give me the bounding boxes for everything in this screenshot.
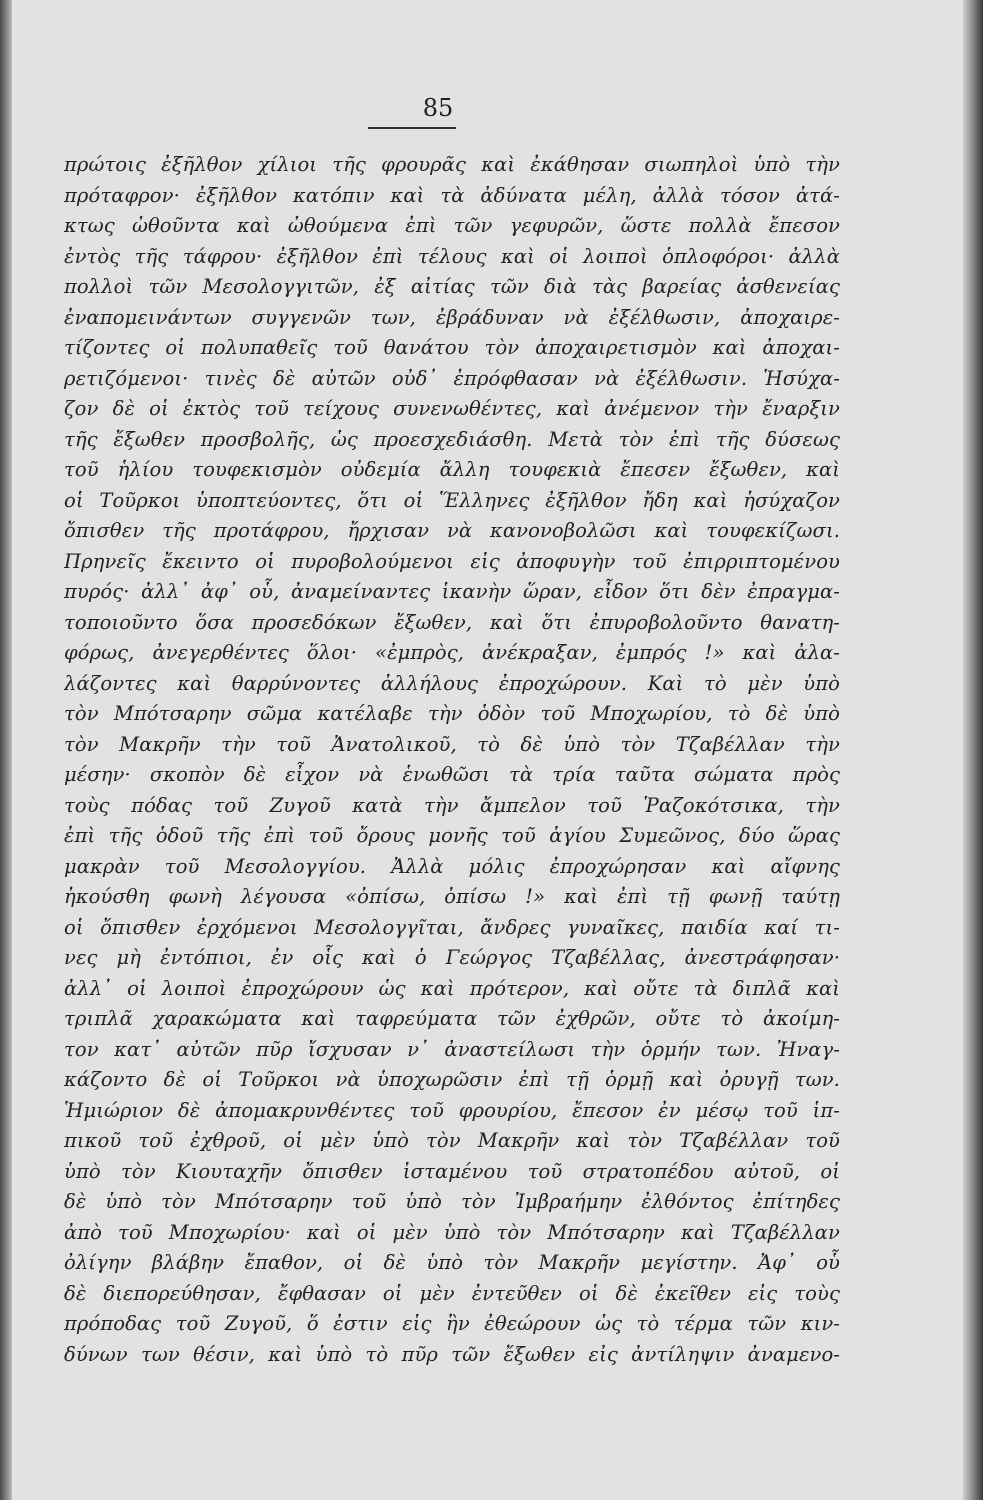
text-line: ρετιζόμενοι· τινὲς δὲ αὐτῶν οὐδ᾽ ἐπρόφθασαν νὰ ἐξέλθωσιν. Ἡσύχα- <box>64 366 840 390</box>
text-line: πολλοὶ τῶν Μεσολογγιτῶν, ἐξ αἰτίας τῶν διὰ τὰς βαρείας ἀσθενείας <box>64 275 840 298</box>
text-line: κτως ὠθοῦντα καὶ ὠθούμενα ἐπὶ τῶν γεφυρῶν, ὥστε πολλὰ ἔπεσον <box>64 214 840 237</box>
text-line: φόρως, ἀνεγερθέντες ὅλοι· «ἐμπρὸς, ἀνέκραξαν, ἐμπρός !» καὶ ἀλα- <box>64 641 840 664</box>
text-line: ἐντὸς τῆς τάφρου· ἐξῆλθον ἐπὶ τέλους καὶ οἱ λοιποὶ ὁπλοφόροι· ἀλλὰ <box>64 244 840 268</box>
right-page-edge <box>963 0 983 1500</box>
text-line: ἐπὶ τῆς ὁδοῦ τῆς ἐπὶ τοῦ ὄρους μονῆς τοῦ ἁγίου Συμεῶνος, δύο ὥρας <box>64 824 840 847</box>
text-line: ἐναπομεινάντων συγγενῶν των, ἐβράδυναν νὰ ἐξέλθωσιν, ἀποχαιρε- <box>64 305 840 329</box>
text-line: τον κατ᾽ αὐτῶν πῦρ ἴσχυσαν ν᾽ ἀναστείλωσι τὴν ὁρμήν των. Ἠναγ- <box>64 1037 840 1061</box>
text-line: οἱ ὄπισθεν ἐρχόμενοι Μεσολογγῖται, ἄνδρες γυναῖκες, παιδία καί τι- <box>64 915 840 939</box>
text-line: τριπλᾶ χαρακώματα καὶ ταφρεύματα τῶν ἐχθρῶν, οὔτε τὸ ἀκοίμη- <box>64 1007 840 1030</box>
text-line: ἠκούσθη φωνὴ λέγουσα «ὀπίσω, ὀπίσω !» καὶ ἐπὶ τῇ φωνῇ ταύτῃ <box>64 885 840 908</box>
text-line: πρόταφρον· ἐξῆλθον κατόπιν καὶ τὰ ἀδύνατα μέλη, ἀλλὰ τόσον ἀτά- <box>64 183 840 207</box>
text-line: τῆς ἔξωθεν προσβολῆς, ὡς προεσχεδιάσθη. Μετὰ τὸν ἐπὶ τῆς δύσεως <box>64 427 840 451</box>
text-line: Ἡμιώριον δὲ ἀπομακρυνθέντες τοῦ φρουρίου, ἔπεσον ἐν μέσῳ τοῦ ἱπ- <box>64 1098 840 1122</box>
text-line: πικοῦ τοῦ ἐχθροῦ, οἱ μὲν ὑπὸ τὸν Μακρῆν καὶ τὸν Τζαβέλλαν τοῦ <box>64 1129 840 1152</box>
text-line: μακρὰν τοῦ Μεσολογγίου. Ἀλλὰ μόλις ἐπροχώρησαν καὶ αἴφνης <box>64 854 840 878</box>
text-line: ὑπὸ τὸν Κιουταχῆν ὄπισθεν ἱσταμένου τοῦ στρατοπέδου αὐτοῦ, οἱ <box>64 1159 840 1183</box>
text-line: Πρηνεῖς ἔκειντο οἱ πυροβολούμενοι εἰς ἀποφυγὴν τοῦ ἐπιρριπτομένου <box>64 549 840 573</box>
text-line: τοὺς πόδας τοῦ Ζυγοῦ κατὰ τὴν ἄμπελον τοῦ Ῥαζοκότσικα, τὴν <box>64 793 840 817</box>
left-page-edge <box>0 0 12 1500</box>
text-line: δύνων των θέσιν, καὶ ὑπὸ τὸ πῦρ τῶν ἔξωθεν εἰς ἀντίληψιν ἀναμενο- <box>64 1342 840 1366</box>
text-line: ἀλλ᾽ οἱ λοιποὶ ἐπροχώρουν ὡς καὶ πρότερον, καὶ οὔτε τὰ διπλᾶ καὶ <box>64 976 840 1000</box>
text-line: τὸν Μπότσαρην σῶμα κατέλαβε τὴν ὁδὸν τοῦ Μποχωρίου, τὸ δὲ ὑπὸ <box>64 702 840 725</box>
page-number: 85 <box>422 94 454 122</box>
text-line: δὲ διεπορεύθησαν, ἔφθασαν οἱ μὲν ἐντεῦθεν οἱ δὲ ἐκεῖθεν εἰς τοὺς <box>64 1281 840 1305</box>
text-line: κάζοντο δὲ οἱ Τοῦρκοι νὰ ὑποχωρῶσιν ἐπὶ τῇ ὁρμῇ καὶ ὀρυγῇ των. <box>64 1068 840 1091</box>
text-line: τίζοντες οἱ πολυπαθεῖς τοῦ θανάτου τὸν ἀποχαιρετισμὸν καὶ ἀποχαι- <box>64 336 840 359</box>
text-line: δὲ ὑπὸ τὸν Μπότσαρην τοῦ ὑπὸ τὸν Ἰμβραήμην ἐλθόντος ἐπίτηδες <box>64 1190 840 1213</box>
text-line: πυρός· ἀλλ᾽ ἀφ᾽ οὗ, ἀναμείναντες ἱκανὴν ὥραν, εἶδον ὅτι δὲν ἐπραγμα- <box>64 580 840 603</box>
page-sheet <box>12 0 963 1500</box>
text-line: οἱ Τοῦρκοι ὑποπτεύοντες, ὅτι οἱ Ἕλληνες ἐξῆλθον ἤδη καὶ ἡσύχαζον <box>64 488 840 512</box>
text-line: λάζοντες καὶ θαρρύνοντες ἀλλήλους ἐπροχώρουν. Καὶ τὸ μὲν ὑπὸ <box>64 671 840 695</box>
text-line: τὸν Μακρῆν τὴν τοῦ Ἀνατολικοῦ, τὸ δὲ ὑπὸ τὸν Τζαβέλλαν τὴν <box>64 732 840 756</box>
text-line: ἀπὸ τοῦ Μποχωρίου· καὶ οἱ μὲν ὑπὸ τὸν Μπότσαρην καὶ Τζαβέλλαν <box>64 1220 840 1244</box>
text-line: μέσην· σκοπὸν δὲ εἶχον νὰ ἑνωθῶσι τὰ τρία ταῦτα σώματα πρὸς <box>64 763 840 786</box>
text-line: τοποιοῦντο ὅσα προσεδόκων ἔξωθεν, καὶ ὅτι ἐπυροβολοῦντο θανατη- <box>64 610 840 634</box>
text-line: ζον δὲ οἱ ἐκτὸς τοῦ τείχους συνενωθέντες, καὶ ἀνέμενον τὴν ἔναρξιν <box>64 397 840 420</box>
text-line: τοῦ ἡλίου τουφεκισμὸν οὐδεμία ἄλλη τουφεκιὰ ἔπεσεν ἔξωθεν, καὶ <box>64 458 840 481</box>
text-line: ὀλίγην βλάβην ἔπαθον, οἱ δὲ ὑπὸ τὸν Μακρῆν μεγίστην. Ἀφ᾽ οὗ <box>64 1251 840 1274</box>
text-line: πρόποδας τοῦ Ζυγοῦ, ὅ ἐστιν εἰς ἣν ἐθεώρουν ὡς τὸ τέρμα τῶν κιν- <box>64 1312 840 1335</box>
page-number-rule <box>368 127 456 129</box>
text-line: νες μὴ ἐντόπιοι, ἐν οἷς καὶ ὁ Γεώργος Τζαβέλλας, ἀνεστράφησαν· <box>64 946 840 969</box>
text-line: ὄπισθεν τῆς προτάφρου, ἤρχισαν νὰ κανονοβολῶσι καὶ τουφεκίζωσι. <box>64 519 840 542</box>
text-line: πρώτοις ἐξῆλθον χίλιοι τῆς φρουρᾶς καὶ ἐκάθησαν σιωπηλοὶ ὑπὸ τὴν <box>64 153 840 176</box>
body-text <box>64 150 840 1370</box>
